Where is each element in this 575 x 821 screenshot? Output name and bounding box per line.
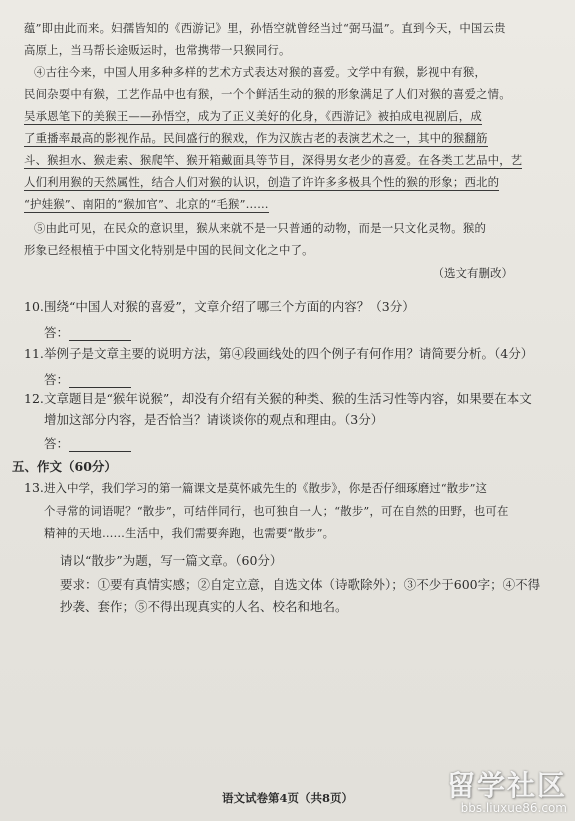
question-11 (24, 346, 533, 362)
prompt-line: 进入中学，我们学习的第一篇课文是莫怀戚先生的《散步》，你是否仔细琢磨过“散步”这 (44, 481, 488, 495)
answer-11 (44, 370, 131, 388)
question-text: 举例子是文章主要的说明方法，第④段画线处的四个例子有何作用？请简要分析。（4分） (44, 346, 534, 361)
composition-requirements: 要求：①要有真情实感；②自定立意，自选文体（诗歌除外）；③不少于600字；④不得 (60, 577, 541, 592)
question-10 (24, 299, 415, 315)
answer-blank[interactable] (69, 439, 131, 452)
underlined-example-line: 人们利用猴的天然属性，结合人们对猴的认识，创造了许许多多极具个性的猴的形象；西北的 (24, 175, 500, 189)
underlined-example-line: “护娃猴”、南阳的“猴加官”、北京的“毛猴”…… (24, 197, 269, 211)
passage-line: ④古往今来，中国人用多种多样的艺术方式表达对猴的喜爱。文学中有猴，影视中有猴， (34, 65, 487, 79)
answer-label: 答： (44, 372, 70, 387)
answer-blank[interactable] (69, 328, 131, 341)
source-note: （选文有删改） (432, 266, 513, 280)
question-12-cont: 增加这部分内容，是否恰当？请谈谈你的观点和理由。（3分） (44, 412, 384, 427)
passage-line: 民间杂耍中有猴，工艺作品中也有猴，一个个鲜活生动的猴的形象满足了人们对猴的喜爱之情。 (24, 87, 511, 101)
question-number: 11. (24, 346, 44, 361)
question-text: 文章题目是“猴年说猴”，却没有介绍有关猴的种类、猴的生活习性等内容，如果要在本文 (44, 391, 532, 406)
watermark-title: 留学社区 (446, 769, 567, 802)
composition-requirements: 抄袭、套作；⑤不得出现真实的人名、校名和地名。 (60, 599, 348, 614)
question-number: 13. (24, 480, 44, 495)
section-title-composition: 五、作文（60分） (12, 459, 117, 474)
prompt-line: 精神的天地……生活中，我们需要奔跑，也需要“散步”。 (44, 526, 335, 540)
question-12 (24, 391, 532, 407)
prompt-line: 个寻常的词语呢？“散步”，可结伴同行，也可独自一人；“散步”，可在自然的田野，也可在 (44, 504, 509, 518)
answer-label: 答： (44, 436, 70, 451)
answer-10 (44, 323, 131, 341)
watermark-url: bbs.liuxue86.com (460, 801, 567, 815)
passage-line: 蕴”即由此而来。妇孺皆知的《西游记》里，孙悟空就曾经当过“弼马温”。直到今天，中国云贵 (24, 21, 506, 35)
underlined-example-line: 斗、猴担水、猴走索、猴爬竿、猴开箱戴面具等节目，深得男女老少的喜爱。在各类工艺品中，艺 (24, 153, 523, 167)
composition-instruction: 请以“散步”为题，写一篇文章。（60分） (60, 553, 283, 568)
composition-prompt (24, 480, 487, 496)
question-text: 围绕“中国人对猴的喜爱”，文章介绍了哪三个方面的内容？（3分） (44, 299, 415, 314)
underlined-example-line: 吴承恩笔下的美猴王——孙悟空，成为了正义美好的化身，《西游记》被拍成电视剧后，成 (24, 109, 482, 123)
page-footer: 语文试卷第4页（共8页） (221, 791, 353, 805)
passage-line: ⑤由此可见，在民众的意识里，猴从来就不是一只普通的动物，而是一只文化灵物。猴的 (34, 221, 487, 235)
passage-line: 形象已经根植于中国文化特别是中国的民间文化之中了。 (24, 243, 314, 257)
answer-label: 答： (44, 325, 70, 340)
watermark-logo (447, 771, 567, 815)
underlined-example-line: 了重播率最高的影视作品。民间盛行的猴戏，作为汉族古老的表演艺术之一，其中的猴翻筋 (24, 131, 488, 145)
question-number: 12. (24, 391, 44, 406)
answer-12 (44, 434, 131, 452)
question-number: 10. (24, 299, 44, 314)
passage-line: 高原上，当马帮长途贩运时，也常携带一只猴同行。 (24, 43, 291, 57)
answer-blank[interactable] (69, 375, 131, 388)
